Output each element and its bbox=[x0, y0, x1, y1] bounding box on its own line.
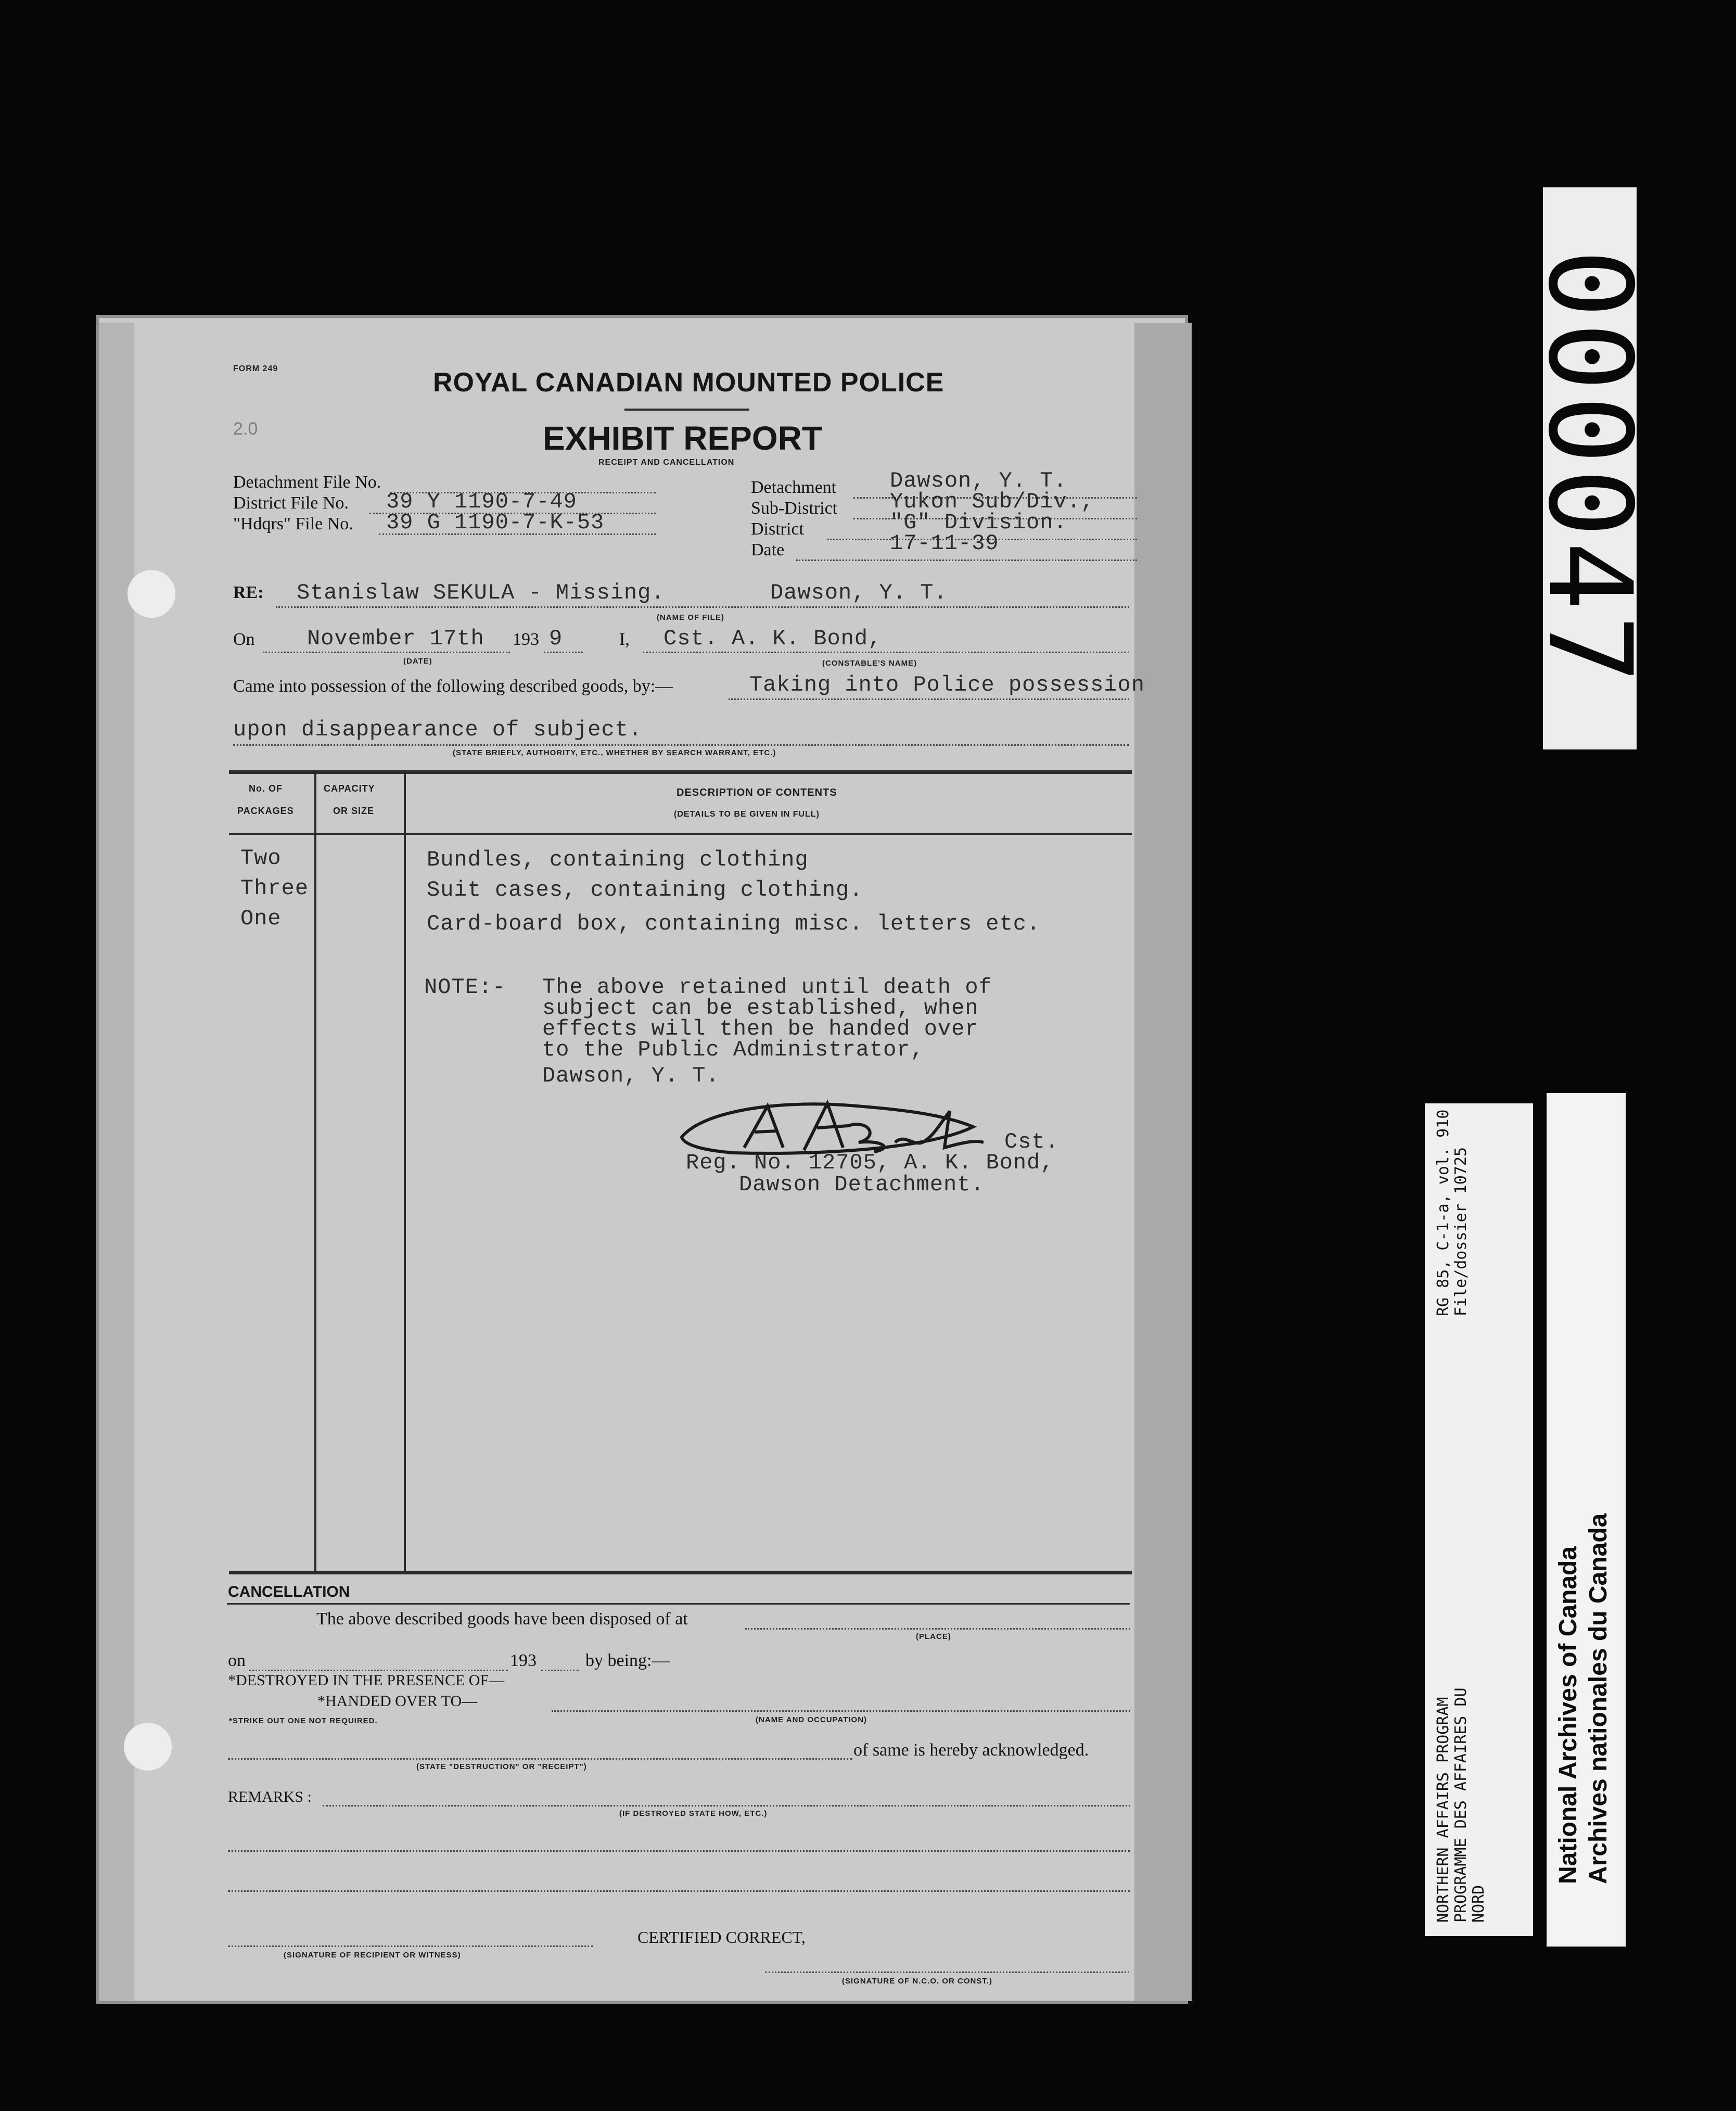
table-col-divider-1 bbox=[314, 774, 316, 1571]
row-1-description: Bundles, containing clothing bbox=[427, 847, 809, 872]
col-size-header-2: OR SIZE bbox=[333, 806, 375, 816]
destroyed-option: *DESTROYED IN THE PRESENCE OF— bbox=[228, 1672, 505, 1689]
table-top-rule bbox=[229, 770, 1132, 774]
program-line-1: NORTHERN AFFAIRS PROGRAM bbox=[1434, 1697, 1452, 1923]
table-header-rule bbox=[229, 833, 1132, 835]
subdistrict-value: Yukon Sub/Div., bbox=[890, 489, 1095, 514]
detachment-label: Detachment bbox=[751, 478, 837, 497]
signature-rank: Cst. bbox=[1004, 1129, 1059, 1154]
form-number: FORM 249 bbox=[233, 364, 278, 373]
on-label: On bbox=[233, 630, 255, 649]
hqrs-file-label: "Hdqrs" File No. bbox=[233, 514, 353, 533]
cancellation-rule bbox=[227, 1603, 1130, 1605]
nco-caption: (SIGNATURE OF N.C.O. OR CONST.) bbox=[842, 1977, 993, 1986]
corner-mark: 2.0 bbox=[233, 419, 258, 439]
signature-line-2: Dawson Detachment. bbox=[739, 1172, 985, 1197]
ref-line-2: File/dossier 10725 bbox=[1452, 1147, 1470, 1316]
possession-line-1 bbox=[729, 698, 1129, 700]
remarks-caption: (IF DESTROYED STATE HOW, ETC.) bbox=[619, 1809, 768, 1818]
cancel-year-prefix: 193 bbox=[510, 1651, 537, 1670]
certified-correct: CERTIFIED CORRECT, bbox=[637, 1928, 806, 1947]
note-line-1: The above retained until death of bbox=[542, 975, 992, 1000]
row-3-packages: One bbox=[240, 906, 282, 931]
hqrs-file-value: 39 G 1190-7-K-53 bbox=[386, 510, 605, 535]
col-size-header-1: CAPACITY bbox=[324, 783, 375, 794]
district-file-label: District File No. bbox=[233, 493, 349, 513]
row-2-description: Suit cases, containing clothing. bbox=[427, 878, 863, 902]
detachment-file-label: Detachment File No. bbox=[233, 473, 381, 492]
ref-line-1: RG 85, C-1-a, vol. 910 bbox=[1434, 1109, 1452, 1316]
possession-label: Came into possession of the following described goods, by:— bbox=[233, 677, 673, 696]
name-occupation-line bbox=[552, 1710, 1130, 1712]
constable-caption: (CONSTABLE'S NAME) bbox=[822, 659, 917, 668]
col-packages-header-1: No. OF bbox=[249, 783, 283, 794]
punch-hole-top bbox=[127, 570, 175, 618]
strike-note: *STRIKE OUT ONE NOT REQUIRED. bbox=[229, 1716, 378, 1725]
recipient-signature-line bbox=[228, 1945, 593, 1947]
note-line-3: effects will then be handed over bbox=[542, 1016, 979, 1041]
nco-signature-line bbox=[765, 1972, 1129, 1973]
cancel-date-line bbox=[249, 1670, 508, 1671]
row-2-packages: Three bbox=[240, 876, 309, 901]
disposed-text: The above described goods have been disposed of at bbox=[316, 1609, 688, 1629]
name-caption: (NAME AND OCCUPATION) bbox=[756, 1715, 867, 1724]
archives-english: National Archives of Canada bbox=[1554, 1546, 1582, 1884]
on-i-label: I, bbox=[619, 630, 630, 649]
frame-number: 000047 bbox=[1523, 249, 1656, 688]
program-line-3: NORD bbox=[1470, 1885, 1488, 1923]
row-1-packages: Two bbox=[240, 846, 282, 871]
punch-hole-bottom bbox=[124, 1723, 172, 1771]
national-archives-text bbox=[1547, 1093, 1626, 1947]
agency-name: ROYAL CANADIAN MOUNTED POLICE bbox=[433, 367, 944, 398]
date-caption: (DATE) bbox=[403, 657, 432, 666]
re-value: Stanislaw SEKULA - Missing. bbox=[297, 580, 665, 605]
district-value: "G" Division. bbox=[890, 510, 1067, 535]
header-divider bbox=[624, 409, 749, 411]
re-place: Dawson, Y. T. bbox=[770, 580, 948, 605]
district-label: District bbox=[751, 519, 804, 539]
constable-line bbox=[643, 652, 1129, 653]
remarks-label: REMARKS : bbox=[228, 1788, 312, 1805]
recipient-caption: (SIGNATURE OF RECIPIENT OR WITNESS) bbox=[284, 1951, 461, 1960]
handed-option: *HANDED OVER TO— bbox=[317, 1693, 478, 1710]
note-line-4: to the Public Administrator, bbox=[542, 1037, 924, 1062]
on-year-suffix: 9 bbox=[549, 626, 563, 651]
report-subtitle: RECEIPT AND CANCELLATION bbox=[598, 458, 735, 467]
date-label: Date bbox=[751, 540, 785, 559]
table-col-divider-2 bbox=[404, 774, 406, 1571]
re-line bbox=[276, 606, 1129, 608]
signature-line-1: Reg. No. 12705, A. K. Bond, bbox=[686, 1150, 1054, 1175]
col-description-header-2: (DETAILS TO BE GIVEN IN FULL) bbox=[674, 810, 820, 819]
date-value: 17-11-39 bbox=[890, 531, 999, 556]
possession-value-1: Taking into Police possession bbox=[749, 672, 1145, 697]
on-year-prefix: 193 bbox=[513, 630, 539, 649]
archive-reference-text bbox=[1425, 1105, 1533, 1938]
cancellation-heading: CANCELLATION bbox=[228, 1583, 350, 1600]
cancel-on-label: on bbox=[228, 1651, 246, 1670]
program-line-2: PROGRAMME DES AFFAIRES DU bbox=[1452, 1687, 1470, 1923]
page-edge bbox=[1134, 323, 1192, 2001]
col-packages-header-2: PACKAGES bbox=[237, 806, 294, 816]
row-3-description: Card-board box, containing misc. letters etc. bbox=[427, 911, 1041, 936]
state-line bbox=[228, 1758, 852, 1760]
district-file-value: 39 Y 1190-7-49 bbox=[386, 489, 577, 514]
subdistrict-label: Sub-District bbox=[751, 499, 838, 518]
remarks-line-2 bbox=[228, 1850, 1130, 1852]
place-caption: (PLACE) bbox=[916, 1632, 951, 1641]
cancel-year-line bbox=[541, 1670, 579, 1671]
note-line-5: Dawson, Y. T. bbox=[542, 1063, 720, 1088]
report-title: EXHIBIT REPORT bbox=[543, 419, 822, 457]
possession-line-2 bbox=[233, 744, 1129, 746]
on-date-value: November 17th bbox=[307, 626, 484, 651]
detachment-value: Dawson, Y. T. bbox=[890, 468, 1067, 493]
note-line-2: subject can be established, when bbox=[542, 996, 979, 1021]
on-year-line bbox=[544, 652, 583, 653]
date-line bbox=[796, 559, 1137, 561]
remarks-line-3 bbox=[228, 1890, 1130, 1892]
archives-french: Archives nationales du Canada bbox=[1585, 1513, 1612, 1884]
table-bottom-rule bbox=[229, 1571, 1132, 1574]
state-caption: (STATE "DESTRUCTION" OR "RECEIPT") bbox=[416, 1762, 587, 1771]
disposed-place-line bbox=[745, 1628, 1130, 1630]
by-being: by being:— bbox=[585, 1651, 670, 1670]
acknowledged-text: of same is hereby acknowledged. bbox=[853, 1740, 1089, 1760]
col-description-header-1: DESCRIPTION OF CONTENTS bbox=[676, 787, 837, 798]
note-label: NOTE:- bbox=[424, 975, 506, 1000]
on-date-line bbox=[263, 652, 510, 653]
possession-value-2: upon disappearance of subject. bbox=[233, 717, 643, 742]
possession-caption: (STATE BRIEFLY, AUTHORITY, ETC., WHETHER BY SEARCH WARRANT, ETC.) bbox=[453, 748, 776, 757]
re-label: RE: bbox=[233, 583, 264, 602]
remarks-line-1 bbox=[323, 1805, 1130, 1807]
re-caption: (NAME OF FILE) bbox=[657, 613, 724, 622]
constable-value: Cst. A. K. Bond, bbox=[663, 626, 882, 651]
